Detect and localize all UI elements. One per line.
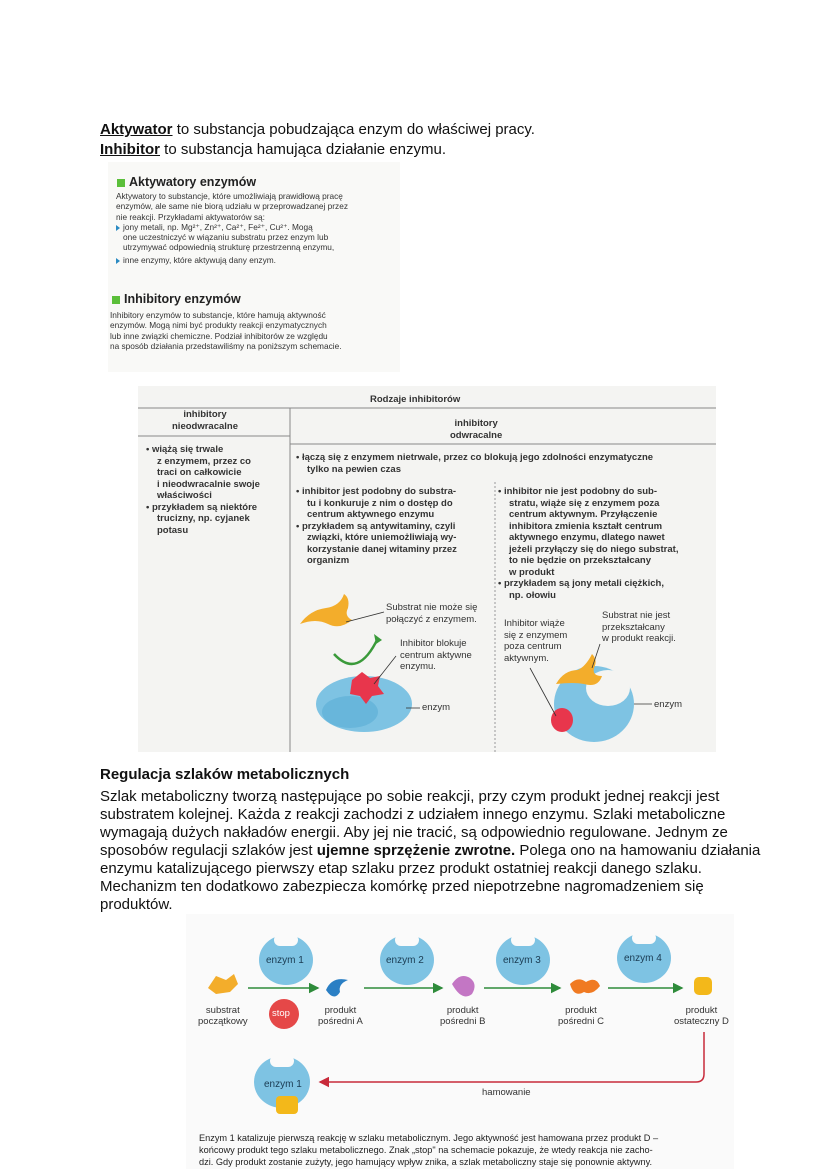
inhibitor-term: Inhibitor [100,141,160,158]
inhibitor-shape [551,708,573,732]
bound-product-d-shape [276,1096,298,1114]
enzyme-2-label: enzym 2 [386,955,424,966]
irreversible-bullets: • wiążą się trwale z enzymem, przez co traci on całkowicie i nieodwracalnie swoje właściwości • przykładem są niektóre trucizny, np. cyjanek potasu [146,444,260,536]
noncomp-substrate-label: Substrat nie jest przekształcany w produkt reakcji. [602,610,676,644]
feedback-arrow [320,1032,704,1082]
enzyme-1-label: enzym 1 [266,955,304,966]
feedback-label: hamowanie [482,1087,531,1098]
inhibitor-text: to substancja hamująca działanie enzymu. [160,141,446,158]
bullet-arrow-icon [116,225,120,231]
product-b-label: produkt pośredni B [440,1005,486,1027]
comp-inhibitor-label: Inhibitor blokuje centrum aktywne enzymu. [400,638,472,672]
noncomp-inhibitor-label: Inhibitor wiąże się z enzymem poza centrum aktywnym. [504,618,568,664]
stop-label: stop [272,1008,290,1019]
product-c-label: produkt pośredni C [558,1005,604,1027]
negative-feedback-term: ujemne sprzężenie zwrotne. [316,842,516,859]
inhibited-enzyme-label: enzym 1 [264,1079,302,1090]
initial-substrate-shape [208,974,238,994]
initial-substrate-label: substrat początkowy [198,1005,248,1027]
reversible-description: • łączą się z enzymem nietrwale, przez co blokują jego zdolności enzymatyczne tylko na pewien czas [296,452,654,475]
comp-enzyme-label: enzym [422,702,450,713]
bullet-arrow-icon [116,258,120,264]
irreversible-header: inhibitory nieodwracalne [172,409,238,432]
noncomp-enzyme-label: enzym [654,699,682,710]
noncompetitive-bullets: • inhibitor nie jest podobny do sub- stratu, wiąże się z enzymem poza centrum aktywnym. Przyłączenie inhibitora zmienia kształt centrum aktywnego enzymu, dlatego nawet jeżeli przyłączy się do niego substrat, to nie będzie on przekształcany w produkt • przykładem są jony metali ciężkich, np. ołowiu [498,486,679,601]
inhibitors-text: Inhibitory enzymów to substancje, które hamują aktywność enzymów. Mogą nimi być produkty reakcji enzymatycznych lub inne związki chemiczne. Podział inhibitorów ze względu na sposób działania przedstawiliśmy na poniższym schemacie. [110,310,342,351]
activators-text: Aktywatory to substancje, które umożliwiają prawidłową pracę enzymów, ale same nie biorą udziału w przeprowadzanej przez nie reakcji. Przykładami aktywatorów są: jony metali, np. Mg²⁺, Zn²⁺, Ca²⁺, Fe²⁺, Cu²⁺. Mogą one uczestniczyć w wiązaniu substratu przez enzym lub utrzymywać odpowiednią strukturę przestrzenną enzymu, inne enzymy, które aktywują dany enzym. [116,191,348,265]
inhibitor-types-table [138,386,716,752]
feedback-inhibition-diagram [186,914,734,1169]
competitive-bullets: • inhibitor jest podobny do substra- tu i konkuruje z nim o dostęp do centrum aktywnego enzymu • przykładem są antywitaminy, czyli związki, które uniemożliwiają wy- korzystanie danej witaminy przez organizm [296,486,457,566]
activator-definition [100,121,535,139]
reversible-header: inhibitory odwracalne [450,418,503,441]
activator-text: to substancja pobudzająca enzym do właściwej pracy. [172,121,535,138]
final-product-shape [694,977,712,995]
inhibitor-definition [100,141,446,159]
green-square-icon [112,296,120,304]
product-a-label: produkt pośredni A [318,1005,363,1027]
activators-heading: Aktywatory enzymów [117,175,256,189]
substrate-shape [300,594,352,626]
product-c-shape [570,979,600,993]
regulation-title: Regulacja szlaków metabolicznych [100,766,350,783]
product-a-shape [326,979,348,996]
comp-substrate-label: Substrat nie może się połączyć z enzymem. [386,602,478,625]
diagram-caption: Enzym 1 katalizuje pierwszą reakcję w szlaku metabolicznym. Jego aktywność jest hamowana przez produkt D – końcowy produkt tego szlaku metabolicznego. Znak „stop" na schemacie pokazuje, że wtedy reakcja nie zacho- dzi. Gdy produkt zostanie zużyty, jego hamujący wpływ znika, a szlak metaboliczny staje się ponownie aktywny. [199,1133,659,1167]
enzyme-3-label: enzym 3 [503,955,541,966]
product-b-shape [452,976,475,996]
product-d-label: produkt ostateczny D [674,1005,729,1027]
inhibitors-heading: Inhibitory enzymów [112,292,241,306]
table-title: Rodzaje inhibitorów [370,394,461,405]
curved-arrow-icon [334,638,378,664]
green-square-icon [117,179,125,187]
regulation-paragraph: Szlak metaboliczny tworzą następujące po sobie reakcji, przy czym produkt jednej reakcji jest substratem kolejnej. Każda z reakcji zachodzi z udziałem innego enzymu. Szlaki metaboliczne wymagają dużych nakładów energii. Aby jej nie tracić, są odpowiednio regulowane. Jednym ze sposobów regulacji szlaków jest ujemne sprzężenie zwrotne. Polega ono na hamowaniu działania enzymu katalizującego pierwszy etap szlaku przez produkt ostatniej reakcji danego szlaku. Mechanizm ten dodatkowo zabezpiecza komórkę przed niepotrzebne nagromadzeniem się produktów. [100,788,761,913]
activator-term: Aktywator [100,121,173,138]
enzyme-4-label: enzym 4 [624,953,662,964]
